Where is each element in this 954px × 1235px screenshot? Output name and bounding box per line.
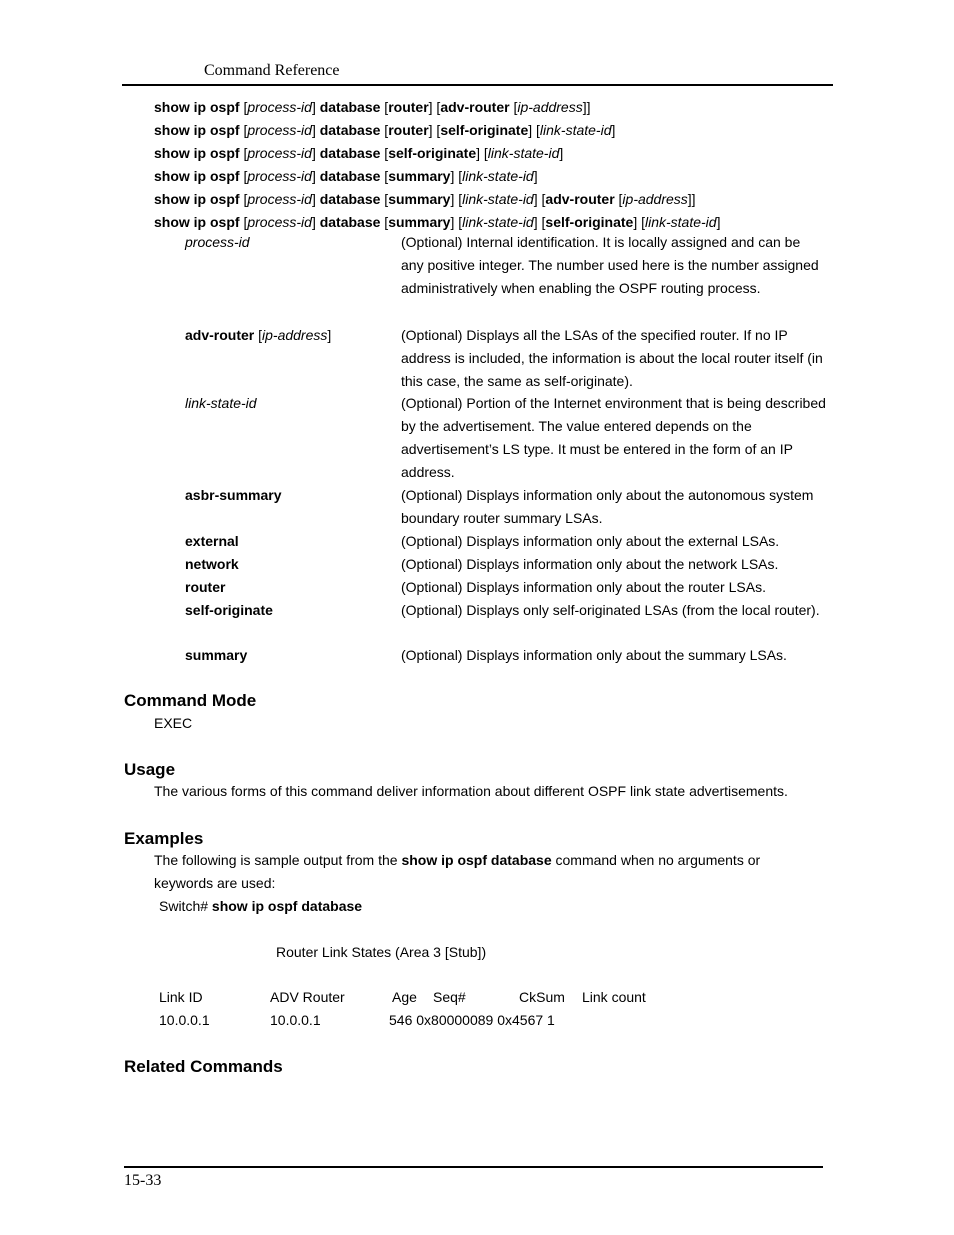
punctuation: ] (311, 145, 320, 161)
punctuation: ] [ (476, 145, 488, 161)
command-mode-value: EXEC (154, 715, 193, 731)
keyword: summary (388, 214, 451, 230)
punctuation: ] [ (533, 191, 546, 207)
parameter-name (185, 395, 257, 411)
examples-intro-line2: keywords are used: (154, 875, 276, 891)
keyword: database (319, 99, 381, 115)
punctuation: [ (380, 145, 389, 161)
punctuation: ] [ (528, 122, 540, 138)
output-title: Router Link States (Area 3 [Stub]) (276, 944, 487, 960)
parameter-description: (Optional) Displays only self-originated LSAs (from the local router). (401, 602, 820, 618)
punctuation: ] (327, 327, 332, 343)
parameter-name (185, 647, 247, 663)
col-seq: Seq# (433, 989, 466, 1005)
punctuation: ] [ (428, 99, 441, 115)
argument: link-state-id (539, 122, 612, 138)
keyword: adv-router (545, 191, 615, 207)
parameter-description: (Optional) Internal identification. It is locally assigned and can be any positive integer. The number used here is the number assigned administratively when enabling the OSPF routing process. (401, 234, 819, 296)
punctuation: ] [ (533, 214, 546, 230)
punctuation: ] [ (428, 122, 441, 138)
parameter-name (185, 556, 239, 572)
punctuation: ] (311, 191, 320, 207)
keyword: external (185, 533, 239, 549)
punctuation: [ (380, 99, 389, 115)
punctuation: ] (311, 168, 320, 184)
example-prompt: Switch# (159, 898, 209, 914)
punctuation: [ (239, 191, 248, 207)
punctuation: [ (509, 99, 518, 115)
examples-intro-pre: The following is sample output from the (154, 852, 402, 868)
argument: ip-address (622, 191, 688, 207)
parameter-description: (Optional) Displays all the LSAs of the specified router. If no IP address is included, the information is about the local router itself (in this case, the same as self-originate). (401, 327, 823, 389)
keyword: self-originate (185, 602, 273, 618)
argument: process-id (185, 234, 250, 250)
usage-text: The various forms of this command deliver information about different OSPF link state advertisements. (154, 783, 788, 799)
parameter-description: (Optional) Displays information only about the router LSAs. (401, 579, 766, 595)
parameter-name (185, 533, 239, 549)
argument: process-id (247, 122, 312, 138)
syntax-line (154, 97, 591, 117)
keyword: show ip ospf (154, 214, 240, 230)
punctuation: ] (311, 122, 320, 138)
keyword: show ip ospf (154, 191, 240, 207)
keyword: database (319, 168, 381, 184)
punctuation: ]] (582, 99, 591, 115)
argument: link-state-id (462, 168, 534, 184)
examples-heading: Examples (124, 829, 204, 848)
keyword: summary (388, 168, 451, 184)
parameter-name (185, 579, 225, 595)
syntax-line (154, 120, 615, 140)
keyword: database (319, 191, 381, 207)
argument: process-id (247, 168, 312, 184)
punctuation: ] [ (450, 191, 463, 207)
punctuation: ] [ (450, 168, 463, 184)
syntax-line (154, 166, 538, 186)
header-rule (122, 84, 833, 86)
punctuation: [ (380, 214, 389, 230)
argument: link-state-id (644, 214, 717, 230)
col-age: Age (392, 989, 417, 1005)
examples-intro-command: show ip ospf database (401, 852, 552, 868)
keyword: show ip ospf (154, 122, 240, 138)
argument: process-id (247, 145, 312, 161)
keyword: asbr-summary (185, 487, 282, 503)
punctuation: [ (239, 122, 248, 138)
parameter-name (185, 487, 282, 503)
col-cksum: CkSum (519, 989, 565, 1005)
page-number: 15-33 (124, 1172, 162, 1189)
punctuation: ] (311, 214, 320, 230)
punctuation: [ (380, 122, 389, 138)
punctuation: [ (380, 191, 389, 207)
keyword: network (185, 556, 239, 572)
example-command-line (159, 898, 362, 914)
syntax-line (154, 212, 720, 232)
parameter-name (185, 234, 250, 250)
keyword: show ip ospf (154, 168, 240, 184)
punctuation: ] (533, 168, 538, 184)
punctuation: [ (239, 145, 248, 161)
col-adv-router: ADV Router (270, 989, 345, 1005)
keyword: database (319, 122, 381, 138)
punctuation: ] (559, 145, 564, 161)
parameter-description: (Optional) Displays information only about the summary LSAs. (401, 647, 787, 663)
running-header: Command Reference (204, 62, 340, 79)
keyword: router (185, 579, 226, 595)
parameter-description: (Optional) Displays information only about the autonomous system boundary router summary LSAs. (401, 487, 814, 526)
punctuation: [ (380, 168, 389, 184)
punctuation: ] (311, 99, 320, 115)
row-values: 546 0x80000089 0x4567 1 (389, 1012, 555, 1028)
examples-intro (154, 852, 760, 868)
argument: link-state-id (462, 214, 534, 230)
parameter-description: (Optional) Portion of the Internet environment that is being described by the advertisement. The value entered depends on the advertisement’s LS type. It must be entered in the form of an IP address. (401, 395, 826, 480)
col-link-count: Link count (582, 989, 646, 1005)
argument: link-state-id (487, 145, 560, 161)
punctuation: ] [ (633, 214, 645, 230)
usage-heading: Usage (124, 760, 176, 779)
keyword: show ip ospf (154, 99, 240, 115)
related-commands-heading: Related Commands (124, 1057, 283, 1076)
keyword: adv-router (440, 99, 510, 115)
punctuation: [ (239, 214, 248, 230)
syntax-line (154, 143, 563, 163)
syntax-line (154, 189, 696, 209)
argument: ip-address (517, 99, 583, 115)
punctuation: ]] (687, 191, 696, 207)
punctuation: [ (239, 168, 248, 184)
keyword: self-originate (440, 122, 529, 138)
punctuation: ] (716, 214, 721, 230)
keyword: adv-router (185, 327, 255, 343)
keyword: show ip ospf (154, 145, 240, 161)
parameter-description: (Optional) Displays information only about the network LSAs. (401, 556, 779, 572)
argument: link-state-id (462, 191, 534, 207)
argument: link-state-id (185, 395, 257, 411)
punctuation: [ (239, 99, 248, 115)
keyword: self-originate (545, 214, 634, 230)
parameter-name (185, 602, 273, 618)
keyword: summary (388, 191, 451, 207)
example-command: show ip ospf database (211, 898, 363, 914)
row-link-id: 10.0.0.1 (159, 1012, 210, 1028)
keyword: router (388, 122, 429, 138)
footer-rule (124, 1166, 823, 1168)
punctuation: [ (254, 327, 263, 343)
parameter-name (185, 327, 331, 343)
keyword: self-originate (388, 145, 477, 161)
parameter-description: (Optional) Displays information only about the external LSAs. (401, 533, 780, 549)
examples-intro-post: command when no arguments or (551, 852, 761, 868)
keyword: summary (185, 647, 248, 663)
argument: process-id (247, 214, 312, 230)
punctuation: ] (611, 122, 616, 138)
row-adv-router: 10.0.0.1 (270, 1012, 321, 1028)
argument: process-id (247, 99, 312, 115)
keyword: database (319, 145, 381, 161)
col-link-id: Link ID (159, 989, 203, 1005)
argument: ip-address (262, 327, 328, 343)
punctuation: ] [ (450, 214, 463, 230)
keyword: router (388, 99, 429, 115)
argument: process-id (247, 191, 312, 207)
punctuation: [ (614, 191, 623, 207)
keyword: database (319, 214, 381, 230)
command-mode-heading: Command Mode (124, 691, 257, 710)
